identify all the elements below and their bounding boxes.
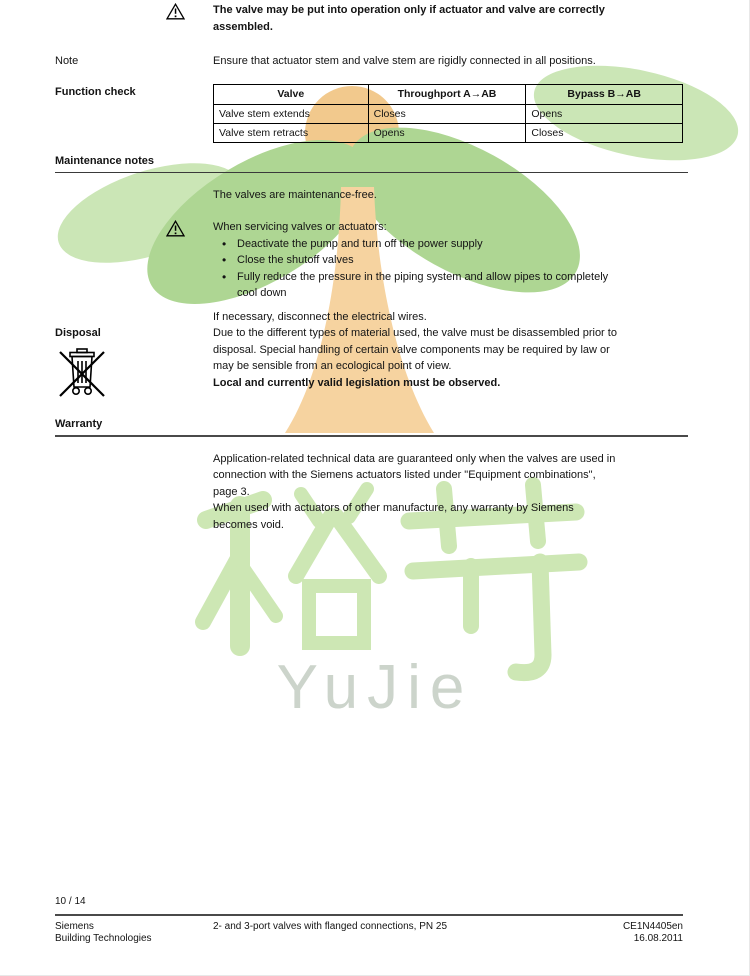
assembly-warning-line: The valve may be put into operation only if actuator and valve are correctly — [213, 4, 605, 16]
warning-icon-cell — [166, 2, 213, 23]
function-check-label: Function check — [55, 85, 136, 98]
maintenance-intro-text: The valves are maintenance-free. — [213, 188, 377, 201]
spacer — [166, 187, 213, 188]
page-number: 10 / 14 — [55, 896, 86, 907]
table-cell: Opens — [526, 104, 683, 123]
table-row — [214, 104, 683, 123]
list-item — [213, 252, 668, 269]
function-check-row — [0, 84, 749, 143]
spacer — [166, 325, 213, 326]
page-footer — [55, 896, 683, 946]
function-check-table-wrap — [213, 84, 688, 143]
bullet-line: cool down — [237, 287, 287, 299]
assembly-warning-row — [0, 2, 749, 35]
disposal-label: Disposal — [55, 327, 101, 339]
crossed-out-wheeled-bin-icon — [56, 346, 108, 400]
spacer — [166, 53, 213, 54]
footer-company-line: Siemens — [55, 920, 94, 932]
watermark-name-text: YuJie — [276, 653, 474, 722]
footer-columns — [55, 914, 683, 946]
maintenance-intro-row — [0, 187, 749, 204]
spacer — [166, 309, 213, 310]
spacer — [166, 451, 213, 452]
table-header-row — [214, 84, 683, 104]
function-check-table — [213, 84, 683, 143]
table-cell: Closes — [526, 123, 683, 142]
maintenance-notes-heading: Maintenance notes — [55, 154, 688, 173]
warning-triangle-icon — [166, 3, 185, 20]
disposal-line: Due to the different types of material used, the valve must be disassembled prior to — [213, 327, 617, 339]
footer-doc-date: 16.08.2011 — [633, 933, 683, 944]
table-cell: Opens — [368, 123, 526, 142]
wires-row — [0, 309, 749, 326]
warranty-line: page 3. — [213, 485, 250, 498]
list-item — [213, 236, 668, 253]
spacer — [166, 84, 213, 85]
footer-company-line: Building Technologies — [55, 933, 152, 944]
bullet-line: • Close the shutoff valves — [237, 254, 354, 266]
warranty-line: connection with the Siemens actuators listed under "Equipment combinations", — [213, 469, 596, 481]
warranty-line: Application-related technical data are guaranteed only when the valves are used in — [213, 452, 616, 465]
bullet-line: • Fully reduce the pressure in the piping system and allow pipes to completely — [237, 270, 609, 283]
column-header: Bypass B→AB — [526, 84, 683, 104]
footer-doc-id: CE1N4405en — [622, 920, 683, 932]
warning-triangle-icon — [166, 220, 185, 237]
bullet-line: • Deactivate the pump and turn off the power supply — [237, 237, 483, 250]
note-row — [0, 53, 749, 70]
footer-doc-title: 2- and 3-port valves with flanged connections, PN 25 — [213, 920, 448, 932]
disposal-label-cell — [55, 325, 166, 400]
table-cell: Valve stem retracts — [214, 123, 369, 142]
warranty-line: When used with actuators of other manufacture, any warranty by Siemens — [213, 502, 574, 514]
list-item — [213, 269, 668, 302]
table-cell: Valve stem extends — [214, 104, 369, 123]
warranty-text-block — [213, 451, 688, 534]
table-cell: Closes — [368, 104, 526, 123]
assembly-warning-line: assembled. — [213, 20, 273, 33]
disposal-line: may be sensible from an ecological point of view. — [213, 360, 452, 372]
servicing-intro-text: When servicing valves or actuators: — [213, 221, 387, 233]
warranty-heading: Warranty — [55, 417, 688, 437]
wires-text: If necessary, disconnect the electrical wires. — [213, 310, 427, 323]
servicing-bullet-list — [213, 236, 688, 302]
disposal-text-block — [213, 325, 688, 391]
servicing-row — [0, 219, 749, 302]
note-label: Note — [55, 55, 79, 67]
footer-company — [55, 921, 213, 946]
note-text: Ensure that actuator stem and valve stem are rigidly connected in all positions. — [213, 55, 596, 67]
disposal-bold-line: Local and currently valid legislation must be observed. — [213, 376, 501, 389]
warning-icon-cell — [166, 219, 213, 240]
servicing-block — [213, 219, 688, 302]
warranty-row — [0, 451, 749, 534]
footer-doc-ref — [563, 921, 683, 946]
column-header: Throughport A→AB — [368, 84, 526, 104]
disposal-line: disposal. Special handling of certain valve components may be required by law or — [213, 343, 610, 356]
warranty-line: becomes void. — [213, 518, 284, 531]
disposal-row — [0, 325, 749, 400]
table-row — [214, 123, 683, 142]
column-header: Valve — [214, 84, 369, 104]
assembly-warning-text — [213, 2, 688, 35]
